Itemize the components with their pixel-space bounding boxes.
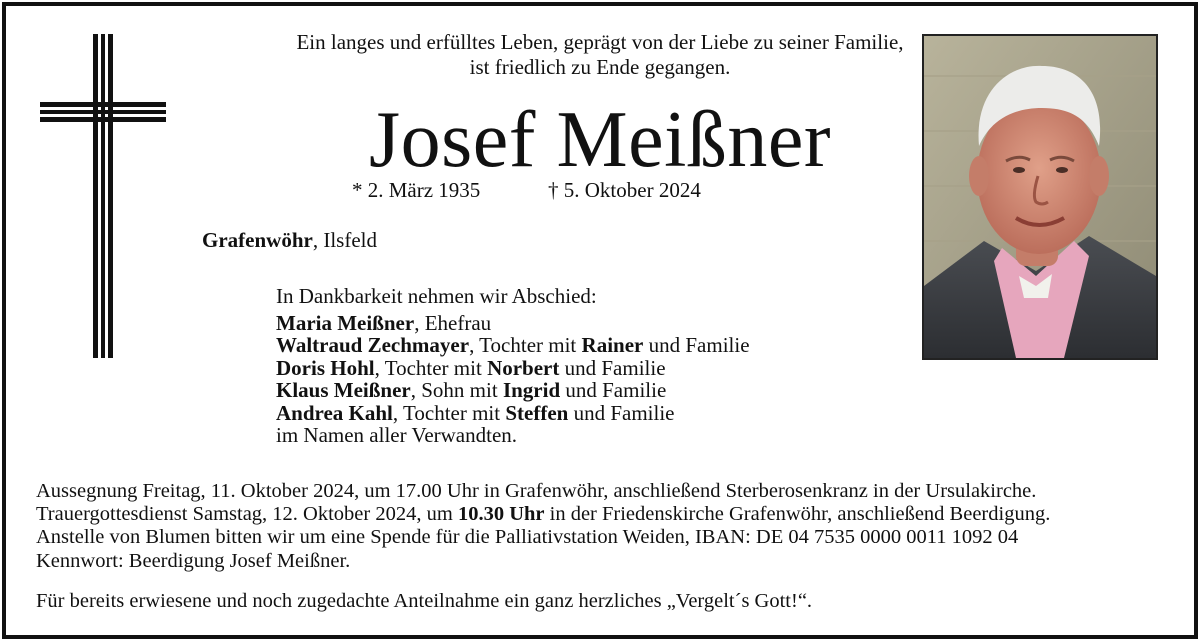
death-date: † 5. Oktober 2024 [548,178,701,202]
blessing-line: Aussegnung Freitag, 11. Oktober 2024, um 17.00 Uhr in Grafenwöhr, anschließend Sterberosenkranz in der Ursulakirche. [36,480,1037,502]
intro-text [160,30,1040,80]
cross-icon [40,34,166,358]
keyword-line: Kennwort: Beerdigung Josef Meißner. [36,549,351,572]
mourner-suffix: und Familie [560,378,667,403]
mourner-entry [276,379,750,401]
place-primary: Grafenwöhr [202,228,313,252]
mourner-name: Waltraud Zechmayer [276,333,470,358]
mourners-list [276,312,750,446]
mourner-name: Klaus Meißner [276,378,411,403]
mourners-closing: im Namen aller Verwandten. [276,423,518,448]
mourner-partner: Steffen [505,400,569,425]
footer-info [36,480,1050,573]
intro-line-1: Ein langes und erfülltes Leben, geprägt von der Liebe zu seiner Familie, [296,30,904,54]
mourner-suffix: und Familie [568,400,675,425]
mourner-name: Andrea Kahl [276,400,393,425]
mourner-suffix: und Familie [643,333,750,358]
mourner-partner: Ingrid [502,378,561,403]
service-line [36,503,1050,526]
donation-line: Anstelle von Blumen bitten wir um eine Spende für die Palliativstation Weiden, IBAN: DE 04 7535 0000 0011 1092 04 [36,526,1019,549]
mourner-relation: , Tochter mit [392,400,506,425]
places [202,228,377,253]
mourner-partner: Rainer [581,333,644,358]
mourner-entry [276,312,750,334]
mourner-name: Maria Meißner [276,311,415,335]
deceased-name: Josef Meißner [369,96,831,184]
mourner-name: Doris Hohl [276,355,375,380]
mourner-entry [276,334,750,356]
thanks-line: Für bereits erwiesene und noch zugedachte Anteilnahme ein ganz herzliches „Vergelt´s Gott!“. [36,590,813,612]
mourner-relation: , Tochter mit [374,355,488,380]
service-time: 10.30 Uhr [457,503,545,526]
portrait-image [924,36,1156,358]
place-secondary: , Ilsfeld [312,228,377,252]
intro-line-2: ist friedlich zu Ende gegangen. [469,55,731,79]
mourner-suffix: und Familie [559,355,666,380]
mourner-relation: , Tochter mit [469,333,582,358]
mourner-partner: Norbert [487,355,560,380]
birth-date: * 2. März 1935 [352,178,481,202]
mourner-entry [276,357,750,379]
mourners-heading: In Dankbarkeit nehmen wir Abschied: [276,284,597,308]
mourner-relation: , Sohn mit [410,378,503,403]
service-after: in der Friedenskirche Grafenwöhr, anschließend Beerdigung. [544,503,1051,526]
mourner-entry [276,402,750,424]
mourner-relation: , Ehefrau [414,311,492,335]
portrait-photo [922,34,1158,360]
service-before: Trauergottesdienst Samstag, 12. Oktober 2024, um [36,503,458,526]
